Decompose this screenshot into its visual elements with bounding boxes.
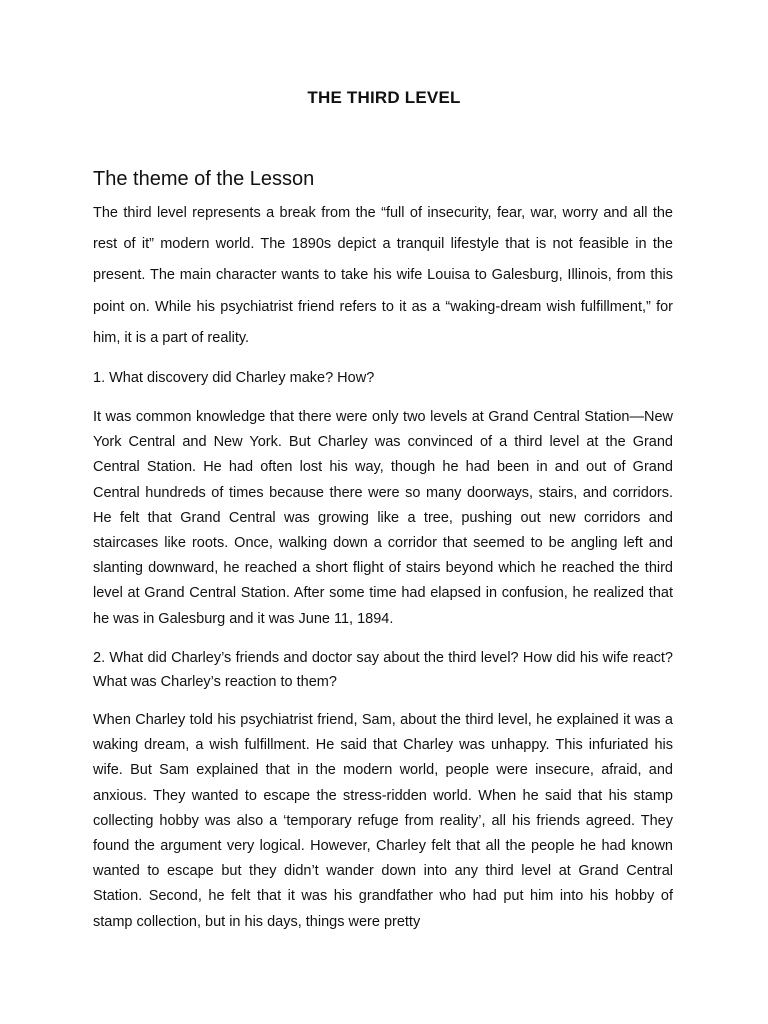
question-2: 2. What did Charley’s friends and doctor say about the third level? How did his wife react? What was Charley’s reaction to them? xyxy=(93,650,673,690)
theme-paragraph: The third level represents a break from the “full of insecurity, fear, war, worry and all the rest of it” modern world. The 1890s depict a tranquil lifestyle that is not feasible in the present. The main character wants to take his wife Louisa to Galesburg, Illinois, from this point on. While his psychiatrist friend refers to it as a “waking-dream wish fulfillment,” for him, it is a part of reality. xyxy=(93,205,673,346)
answer-1: It was common knowledge that there were only two levels at Grand Central Station—New York Central and New York. But Charley was convinced of a third level at the Grand Central Station. He had often lost his way, though he had been in and out of Grand Central hundreds of times because there were so many doorways, stairs, and corridors. He felt that Grand Central was growing like a tree, pushing out new corridors and staircases like roots. Once, walking down a corridor that seemed to be angling left and slanting downward, he reached a short flight of stairs beyond which he reached the third level at Grand Central Station. After some time had elapsed in confusion, he realized that he was in Galesburg and it was June 11, 1894. xyxy=(93,409,673,627)
question-1: 1. What discovery did Charley make? How? xyxy=(93,370,375,386)
section-heading: The theme of the Lesson xyxy=(93,168,315,190)
document-title: THE THIRD LEVEL xyxy=(307,88,461,107)
answer-2: When Charley told his psychiatrist friend, Sam, about the third level, he explained it was a waking dream, a wish fulfillment. He said that Charley was unhappy. This infuriated his wife. But Sam explained that in the modern world, people were insecure, afraid, and anxious. They wanted to escape the stress-ridden world. When he said that his stamp collecting hobby was also a ‘temporary refuge from reality’, all his friends agreed. They found the argument very logical. However, Charley felt that all the people he had known wanted to escape but they didn’t wander down into any third level at Grand Central Station. Second, he felt that it was his grandfather who had put him into his hobby of stamp collection, but in his days, things were pretty xyxy=(93,712,673,930)
